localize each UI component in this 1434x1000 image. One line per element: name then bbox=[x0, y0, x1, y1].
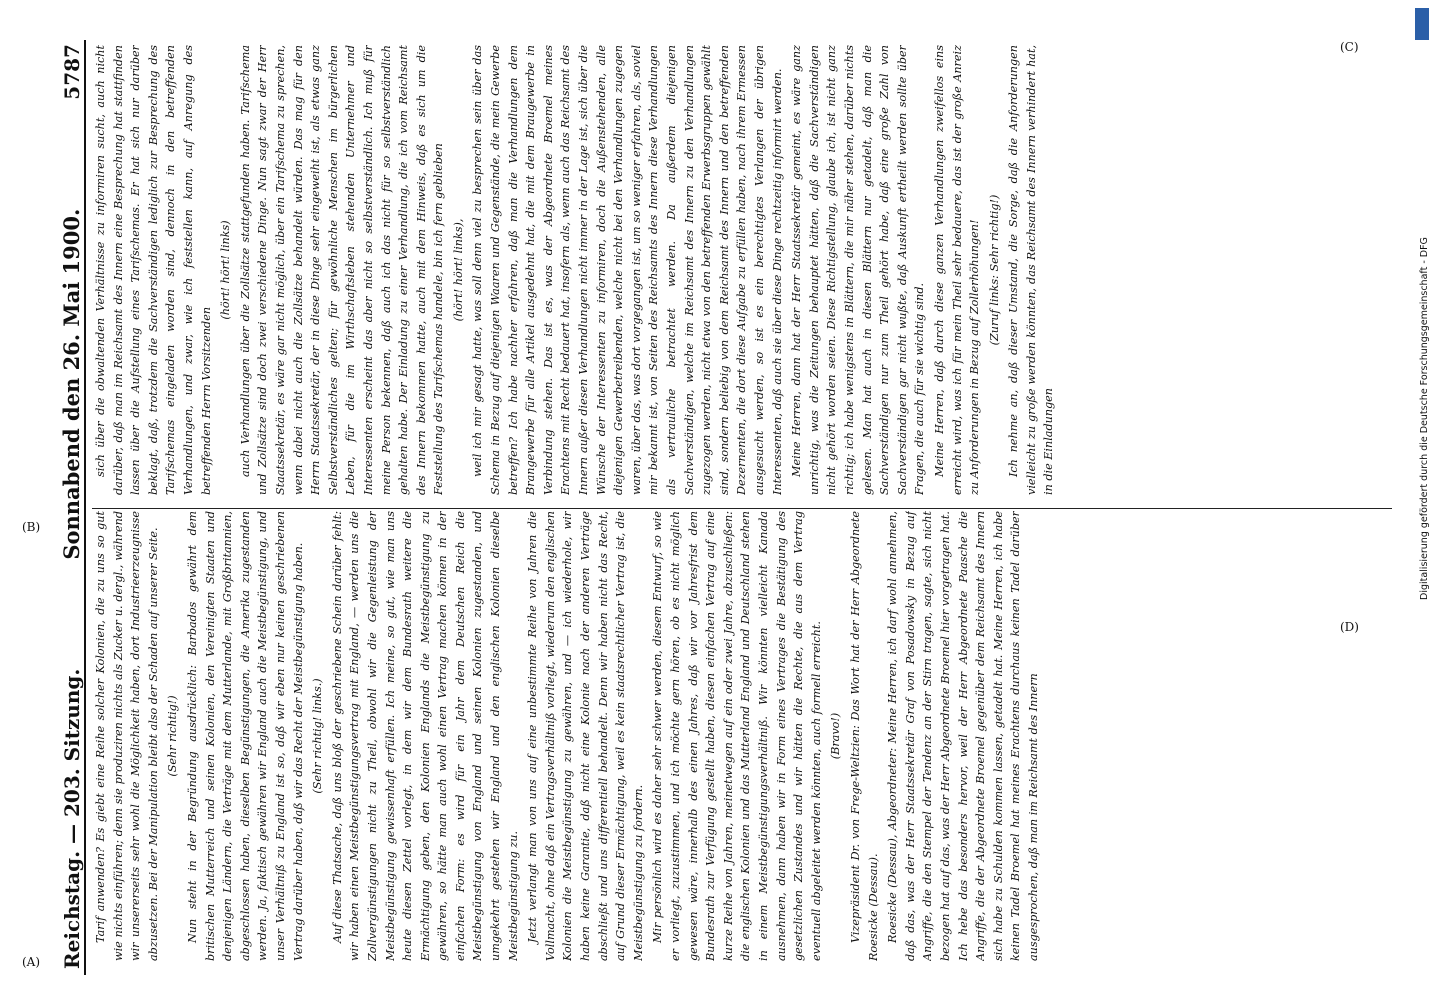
right-column bbox=[92, 45, 1392, 495]
interjection: (Zuruf links: Sehr richtig!) bbox=[987, 194, 1001, 346]
paragraph: Ich nehme an, daß dieser Umstand, die Sorge, daß die Anforderungen vielleicht zu große werden könnten, das Reichsamt des Innern verhindert hat, in die Einladungen bbox=[1007, 45, 1056, 495]
page-header bbox=[50, 40, 86, 975]
interjection: (Bravo!) bbox=[829, 712, 843, 760]
column-divider bbox=[92, 508, 1392, 509]
digitization-credit: Digitalisierung gefördert durch die Deutsche Forschungsgemeinschaft - DFG bbox=[1419, 237, 1430, 600]
paragraph: Vizepräsident Dr. von Frege-Weltzien: Das Wort hat der Herr Abgeordnete Roesicke (Dessau). bbox=[848, 511, 880, 961]
paragraph: Auf diese Thatsache, daß uns bloß der geschriebene Schein darüber fehlt: wir haben einen Meistbegünstigungsvertrag mit England, — werden uns die Zollvergünstigungen nicht zu Theil, obwohl wir die Gegenleistung der Meistbegünstigung gewissenhaft erfüllen. Ich meine, so gut, wie man uns heute diesen Zettel vorlegt, in dem wir dem Bundesrath weitere die Ermächtigung geben, den Kolonien Englands die Meistbegünstigung zu gewähren, so hätte man auch wohl einen Vertrag machen können in der einfachen Form: es wird für ein Jahr dem Deutschen Reich die Meistbegünstigung von England und seinen Kolonien zugestanden, und umgekehrt gestehen wir England und den englischen Kolonien dieselbe Meistbegünstigung zu. bbox=[330, 511, 520, 961]
interjection: (Sehr richtig! links.) bbox=[311, 678, 325, 794]
paragraph: Nun steht in der Begründung ausdrücklich: Barbados gewährt dem britischen Mutterreich und seinen Kolonien, den Vereinigten Staaten und denjenigen Ländern, die Verträge mit dem Mutterlande, mit Großbritannien, abgeschlossen haben, dieselben Begünstigungen, die Amerika zugestanden werden. Ja, faktisch gewähren wir England auch die Meistbegünstigung, und unser Verhältniß zu England ist so, daß wir eben nur keinen geschriebenen Vertrag darüber haben, daß wir das Recht der Meistbegünstigung haben. bbox=[185, 511, 305, 961]
margin-marker-b: (B) bbox=[22, 520, 41, 534]
paragraph: Tarif anwenden? Es giebt eine Reihe solcher Kolonien, die zu uns so gut wie nichts einführen; denn sie produziren nichts als Zucker u. dergl., während wir unsererseits sehr wohl die Möglichkeit haben, dort Industrieerzeugnisse abzusetzen. Bei der Manipulation bleibt also der Schaden auf unserer Seite. bbox=[94, 511, 160, 961]
header-left: Reichstag. — 203. Sitzung. bbox=[60, 668, 84, 969]
interjection: (Sehr richtig!) bbox=[166, 695, 180, 777]
paragraph: Jetzt verlangt man von uns auf eine unbestimmte Reihe von Jahren die Vollmacht, ohne daß ein Vertragsverhältniß vorliegt, wiederum den englischen Kolonien die Meistbegünstigung zu gewähren, und — ich wiederhole, wir haben keine Garantie, daß nicht eine Kolonie nach der anderen Verträge abschließt und uns differentiell behandelt. Denn wir haben nicht das Recht, auf Grund dieser Ermächtigung, weil es kein staatsrechtlicher Vertrag ist, die Meistbegünstigung zu fordern. bbox=[526, 511, 645, 961]
paragraph: auch Verhandlungen über die Zollsätze stattgefunden haben. Tarifschema und Zollsätze sind doch zwei verschiedene Dinge. Nun sagt zwar der Herr Staatssekretär, es wäre gar nicht möglich, über ein Tarifschema zu sprechen, wenn dabei nicht auch die Zollsätze behandelt würden. Das mag für den Herrn Staatssekretär, der in diese Dinge sehr eingeweiht ist, als etwas ganz Selbstverständliches gelten; für gewöhnliche Menschen im bürgerlichen Leben, für die im Wirthschaftsleben stehenden Unternehmer und Interessenten erscheint das aber nicht so selbstverständlich. Ich muß für meine Person bekennen, daß auch ich das nicht für so selbstverständlich gehalten habe. Der Einladung zu einer Verhandlung, die ich vom Reichsamt des Innern bekommen hatte, auch mit dem Hinweis, daß es sich um die Feststellung des Tarifschemas handele, bin ich fern geblieben bbox=[238, 45, 446, 495]
paragraph: Meine Herren, dann hat der Herr Staatssekretär gemeint, es wäre ganz unrichtig, was die Zeitungen behauptet hätten, daß die Sachverständigen nicht gehört worden seien. Diese Richtigstellung, glaube ich, ist nicht ganz richtig; ich habe wenigstens in Blättern, die mir näher stehen, darüber nichts gelesen. Man hat auch in diesen Blättern nur getadelt, daß man die Sachverständigen nur zum Theil gehört habe, daß eine große Zahl von Sachverständigen gar nicht wußte, daß Auskunft ertheilt werden sollte über Fragen, die auch für sie wichtig sind. bbox=[790, 45, 927, 495]
paragraph: weil ich mir gesagt hatte, was soll denn viel zu besprechen sein über das Schema in Bezug auf diejenigen Waaren und Gegenstände, die mein Gewerbe betreffen? Ich habe nachher erfahren, daß man die Verhandlungen dem Brangewerbe für alle Artikel ausgedehnt hat, die mit dem Braugewerbe in Verbindung stehen. Das ist es, was der Abgeordnete Broemel meines Erachtens mit Recht bedauert hat, insofern als, wenn auch das Reichsamt des Innern außer diesen Verhandlungen nicht immer in der Lage ist, sich über die Wünsche der Interessenten zu informiren, doch die Außenstehenden, alle diejenigen Gewerbetreibenden, welche nicht bei den Verhandlungen zugegen waren, über das, was dort vorgegangen ist, um so weniger erfahren, als, soviel mir bekannt ist, von Seiten des Reichsamts des Innern diese Verhandlungen als vertrauliche betrachtet werden. Da außerdem diejenigen Sachverständigen, welche im Reichsamt des Innern zu den Verhandlungen zugezogen werden, nicht etwa von den betreffenden Erwerbsgruppen gewählt sind, sondern beliebig von dem Reichsamt des Innern und den betreffenden Dezernenten, die dort diese Aufgabe zu erfüllen haben, nach ihrem Ermessen ausgesucht werden, so ist es ein berechtigtes Verlangen der übrigen Interessenten, daß auch sie über diese Dinge rechtzeitig informirt werden. bbox=[471, 45, 784, 495]
margin-marker-d: (D) bbox=[1340, 620, 1359, 634]
header-date: Sonnabend den 26. Mai 1900. bbox=[59, 208, 84, 560]
text-columns bbox=[92, 40, 1392, 975]
left-column bbox=[92, 511, 1392, 961]
margin-marker-c: (C) bbox=[1340, 40, 1359, 54]
dfg-logo-icon bbox=[1415, 8, 1429, 40]
paragraph: Meine Herren, daß durch diese ganzen Verhandlungen zweifellos eins erreicht wird, was ich für mein Theil sehr bedauere, das ist der große Anreiz zu Anforderungen in Bezug auf Zollerhöhungen! bbox=[932, 45, 982, 495]
paragraph: Mir persönlich wird es daher sehr schwer werden, diesem Entwurf, so wie er vorliegt, zuzustimmen, und ich möchte gern hören, ob es nicht möglich gewesen wäre, innerhalb des einen Jahres, daß wir vor Jahresfrist dem Bundesrath zur Verfügung gestellt haben, diesen einfachen Vertrag auf eine kurze Reihe von Jahren, meinetwegen auf ein oder zwei Jahre, abzuschließen: die englischen Kolonien und das Mutterland England und Deutschland stehen in einem Meistbegünstigungsverhältniß. Wir könnten vielleicht Kanada ausnehmen, dann haben wir in Form eines Vertrages die Bestätigung des gesetzlichen Zustandes und wir hätten die Rechte, die aus dem Vertrag eventuell abgeleitet werden könnten, auch formell erreicht. bbox=[651, 511, 823, 961]
paragraph: sich über die obwaltenden Verhältnisse zu informiren sucht, auch nicht darüber, daß man im Reichsamt des Innern eine Besprechung hat stattfinden lassen über die Aufstellung eines Tarifschemas. Er hat sich nur darüber beklagt, daß, trotzdem die Sachverständigen lediglich zur Besprechung des Tarifschemas eingeladen worden sind, dennoch in den betreffenden Verhandlungen, und zwar, wie ich feststellen kann, auf Anregung des betreffenden Herrn Vorsitzenden bbox=[94, 45, 213, 495]
paragraph: Roesicke (Dessau), Abgeordneter: Meine Herren, ich darf wohl annehmen, daß das, was der Herr Staatssekretär Graf von Posadowsky in Bezug auf Angriffe, die den Stempel der Tendenz an der Stirn tragen, sagte, sich nicht bezogen hat auf das, was der Herr Abgeordnete Broemel hier vorgetragen hat. Ich hebe das besonders hervor, weil der Herr Abgeordnete Paasche die Angriffe, die der Abgeordnete Broemel gegenüber dem Reichsamt des Innern sich habe zu Schulden kommen lassen, getadelt hat. Meine Herren, ich habe keinen Tadel Broemel hat meines Erachtens durchaus keinen Tadel darüber ausgesprochen, daß man im Reichsamt des Innern bbox=[886, 511, 1040, 961]
page-number: 5787 bbox=[60, 44, 84, 100]
interjection: (hört! hört! links) bbox=[219, 220, 233, 320]
interjection: (hört! hört! links), bbox=[451, 218, 465, 322]
margin-marker-a: (A) bbox=[22, 955, 41, 969]
rotated-page bbox=[50, 40, 1410, 975]
